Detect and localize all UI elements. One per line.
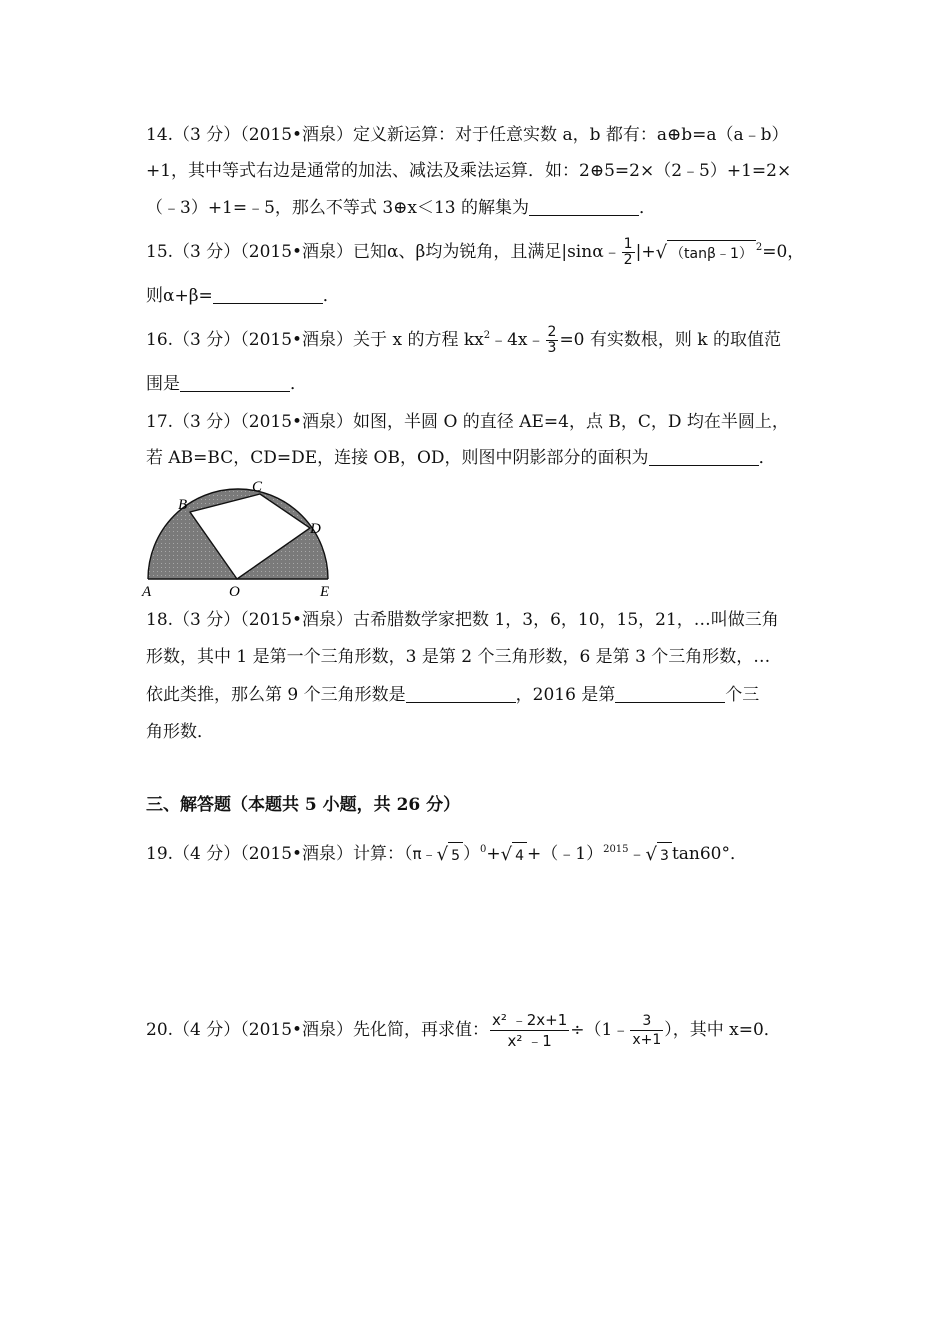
label-D: D <box>310 521 321 537</box>
label-A: A <box>142 584 152 600</box>
q16-line2-end: ． <box>290 374 307 394</box>
q16-exponent: 2 <box>483 330 491 341</box>
q15-line2-text: 则α+β= <box>146 286 213 306</box>
sqrt-icon: √ <box>500 843 513 865</box>
q16-line2 <box>146 372 307 396</box>
q20-frac1-den: x² ﹣1 <box>507 1032 552 1050</box>
q20-frac2-num: 3 <box>630 1012 663 1031</box>
q19-exp-2015: 2015 <box>603 844 629 855</box>
q16-fraction <box>546 325 559 356</box>
q15-line2 <box>146 284 340 308</box>
q16-frac-den: 3 <box>547 340 557 356</box>
q16-text: 16.（3 分）（2015•酒泉）关于 x 的方程 kx <box>146 330 484 350</box>
q20-line <box>146 1010 781 1051</box>
q20-fraction-2 <box>630 1012 663 1049</box>
sqrt-icon: √ <box>645 843 658 865</box>
q16-answer-blank[interactable] <box>180 373 290 392</box>
q18-line3-mid: ，2016 是第 <box>515 685 616 705</box>
q20-fraction-1 <box>490 1010 569 1051</box>
q19-sqrt5 <box>437 842 463 868</box>
q18-answer-blank-2[interactable] <box>615 684 725 703</box>
q14-line2: +1，其中等式右边是通常的加法、减法及乘法运算．如：2⊕5=2×（2﹣5）+1=2× <box>146 161 792 181</box>
q15-fraction <box>622 237 635 268</box>
q15-line1 <box>146 236 804 268</box>
q20-frac1-num: x² ﹣2x+1 <box>492 1011 568 1029</box>
label-C: C <box>252 479 263 495</box>
q19-close-paren: ） <box>462 844 480 864</box>
q15-text: 15.（3 分）（2015•酒泉）已知α、β均为锐角，且满足|sinα﹣ <box>146 242 621 262</box>
q20-frac2-den: x+1 <box>632 1032 662 1048</box>
q16-mid: ﹣4x﹣ <box>490 330 545 350</box>
label-O: O <box>229 584 240 600</box>
q14-answer-blank[interactable] <box>529 197 639 216</box>
q17-line2-text: 若 AB=BC，CD=DE，连接 OB，OD，则图中阴影部分的面积为 <box>146 448 649 468</box>
q17-answer-blank[interactable] <box>649 447 759 466</box>
q18-line2: 形数，其中 1 是第一个三角形数，3 是第 2 个三角形数，6 是第 3 个三角形数，… <box>146 647 771 667</box>
q19-text: 19.（4 分）（2015•酒泉）计算：（ <box>146 844 413 864</box>
sqrt-icon: √ <box>436 843 449 865</box>
q19-mid: +（﹣1） <box>527 844 604 864</box>
label-E: E <box>320 584 330 600</box>
q20-post: ），其中 x=0． <box>664 1020 781 1040</box>
q17-line1: 17.（3 分）（2015•酒泉）如图，半圆 O 的直径 AE=4，点 B，C，D 均在半圆上， <box>146 412 789 432</box>
q18-line4: 角形数． <box>146 722 214 742</box>
q14-line3-end: ． <box>639 198 657 218</box>
q17-line2-end: ． <box>758 448 776 468</box>
q16-line1 <box>146 324 781 356</box>
label-B: B <box>178 497 188 513</box>
q14-line1: 14.（3 分）（2015•酒泉）定义新运算：对于任意实数 a，b 都有：a⊕b=a（a﹣b） <box>146 125 789 145</box>
q19-line <box>146 838 747 868</box>
q19-minus: ﹣ <box>628 844 646 864</box>
section-heading: 三、解答题（本题共 5 小题，共 26 分） <box>146 795 461 815</box>
q19-plus: + <box>486 844 501 864</box>
q15-equals: =0， <box>762 242 805 262</box>
q19-radicand-3: 3 <box>657 842 672 868</box>
q15-sqrt <box>656 240 756 266</box>
q15-abs-close: |+ <box>635 242 656 262</box>
semicircle-figure <box>140 478 340 600</box>
q16-frac-num: 2 <box>547 324 557 340</box>
q15-answer-blank[interactable] <box>213 285 323 304</box>
q15-frac-num: 1 <box>623 236 633 252</box>
q14-line3 <box>146 196 656 220</box>
q17-line2 <box>146 446 776 470</box>
q19-tan: tan60°． <box>671 844 747 864</box>
q19-pi: π﹣ <box>412 845 437 863</box>
q20-text: 20.（4 分）（2015•酒泉）先化简，再求值： <box>146 1020 490 1040</box>
q14-line3-text: （﹣3）+1=﹣5，那么不等式 3⊕x＜13 的解集为 <box>146 198 530 218</box>
q15-exponent: 2 <box>755 242 763 253</box>
q19-sqrt4 <box>501 842 527 868</box>
q16-line2-text: 围是 <box>146 374 180 394</box>
sqrt-icon: √ <box>655 241 668 263</box>
q18-line3 <box>146 683 759 707</box>
q15-line2-end: ． <box>322 286 340 306</box>
q15-frac-den: 2 <box>623 252 633 268</box>
q20-div: ÷（1﹣ <box>570 1020 630 1040</box>
q18-line3-end: 个三 <box>725 685 760 705</box>
q19-sqrt3 <box>646 842 672 868</box>
q19-radicand-5: 5 <box>448 842 463 868</box>
q15-radicand: （tanβ﹣1） <box>667 240 756 266</box>
q18-line1: 18.（3 分）（2015•酒泉）古希腊数学家把数 1，3，6，10，15，21，…叫做三角 <box>146 610 779 630</box>
q16-post: =0 有实数根，则 k 的取值范 <box>559 330 782 350</box>
q19-radicand-4: 4 <box>512 842 527 868</box>
q19-exp-0: 0 <box>479 844 487 855</box>
q18-line3-text: 依此类推，那么第 9 个三角形数是 <box>146 685 406 705</box>
q18-answer-blank-1[interactable] <box>406 684 516 703</box>
